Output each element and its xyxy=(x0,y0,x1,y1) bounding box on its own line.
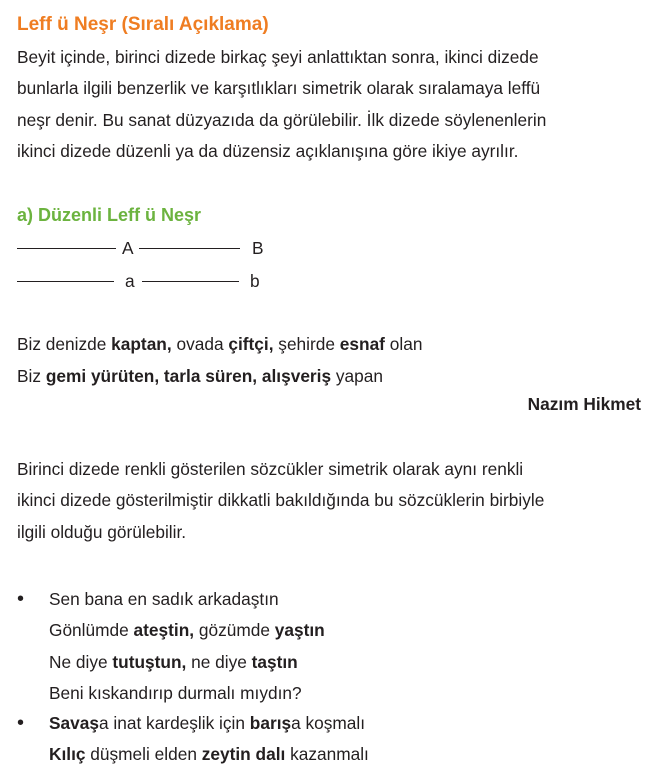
text-segment: ne diye xyxy=(186,651,252,672)
bullet-line xyxy=(17,647,325,678)
bullet-line xyxy=(17,678,325,709)
bullet-line xyxy=(17,584,325,615)
emphasized-word: esnaf xyxy=(339,334,385,354)
bullet-example-2 xyxy=(17,708,369,771)
text-segment: şehirde xyxy=(273,334,340,354)
scheme-line xyxy=(17,248,116,249)
poem-line xyxy=(17,361,422,393)
subtitle: a) Düzenli Leff ü Neşr xyxy=(17,205,202,225)
bullet-icon: • xyxy=(17,588,25,610)
explanation-line: Birinci dizede renkli gösterilen sözcükler simetrik olarak aynı renkli xyxy=(17,459,524,479)
scheme-label: b xyxy=(250,271,260,291)
bullet-example-1 xyxy=(17,584,325,709)
emphasized-word: barış xyxy=(249,713,292,733)
scheme-line xyxy=(142,281,239,282)
scheme-line xyxy=(17,281,114,282)
emphasized-word: yaştın xyxy=(274,620,325,641)
text-segment: Ne diye xyxy=(49,651,113,672)
scheme-label: a xyxy=(125,271,135,291)
emphasized-word: kaptan, xyxy=(111,334,172,354)
text-segment: Beni kıskandırıp durmalı mıydın? xyxy=(49,682,302,703)
bullet-line xyxy=(17,615,325,646)
scheme-label: B xyxy=(252,238,264,258)
text-segment: kazanmalı xyxy=(285,744,369,765)
explanation-paragraph xyxy=(17,454,641,548)
explanation-line: ilgili olduğu görülebilir. xyxy=(17,521,187,542)
intro-paragraph xyxy=(17,42,641,167)
section-title: Leff ü Neşr (Sıralı Açıklama) xyxy=(17,14,269,35)
emphasized-word: zeytin dalı xyxy=(201,744,286,765)
text-segment: Biz denizde xyxy=(17,334,112,354)
text-segment: olan xyxy=(384,334,423,354)
text-segment: gözümde xyxy=(194,620,275,641)
text-segment: ovada xyxy=(171,334,229,354)
emphasized-word: Kılıç xyxy=(49,744,86,765)
scheme-label: A xyxy=(122,238,134,258)
emphasized-word: gemi yürüten, tarla süren, alışveriş xyxy=(45,365,332,386)
emphasized-word: ateştin, xyxy=(133,620,195,641)
intro-line: ikinci dizede düzenli ya da düzensiz açıklanışına göre ikiye ayrılır. xyxy=(17,140,519,161)
bullet-line xyxy=(17,708,369,739)
poet-name: Nazım Hikmet xyxy=(527,394,641,414)
intro-line: neşr denir. Bu sanat düzyazıda da görülebilir. İlk dizede söylenenlerin xyxy=(17,109,547,130)
emphasized-word: Savaş xyxy=(49,713,99,733)
text-segment: Sen bana en sadık arkadaştın xyxy=(49,589,279,609)
intro-line: Beyit içinde, birinci dizede birkaç şeyi anlattıktan sonra, ikinci dizede xyxy=(17,47,539,67)
bullet-line xyxy=(17,739,369,770)
emphasized-word: taştın xyxy=(251,651,298,672)
emphasized-word: tutuştun, xyxy=(112,651,187,672)
text-segment: Biz xyxy=(17,365,46,386)
example-poem xyxy=(17,329,422,392)
text-segment: Gönlümde xyxy=(49,620,134,641)
explanation-line: ikinci dizede gösterilmiştir dikkatli bakıldığında bu sözcüklerin birbiyle xyxy=(17,490,545,511)
emphasized-word: çiftçi, xyxy=(228,334,274,354)
poem-line xyxy=(17,329,422,361)
text-segment: a inat kardeşlik için xyxy=(98,713,250,733)
scheme-line xyxy=(139,248,240,249)
intro-line: bunlarla ilgili benzerlik ve karşıtlıkları simetrik olarak sıralamaya leffü xyxy=(17,78,541,99)
text-segment: düşmeli elden xyxy=(85,744,202,765)
text-segment: yapan xyxy=(331,365,383,386)
text-segment: a koşmalı xyxy=(291,713,366,733)
bullet-icon: • xyxy=(17,712,25,734)
